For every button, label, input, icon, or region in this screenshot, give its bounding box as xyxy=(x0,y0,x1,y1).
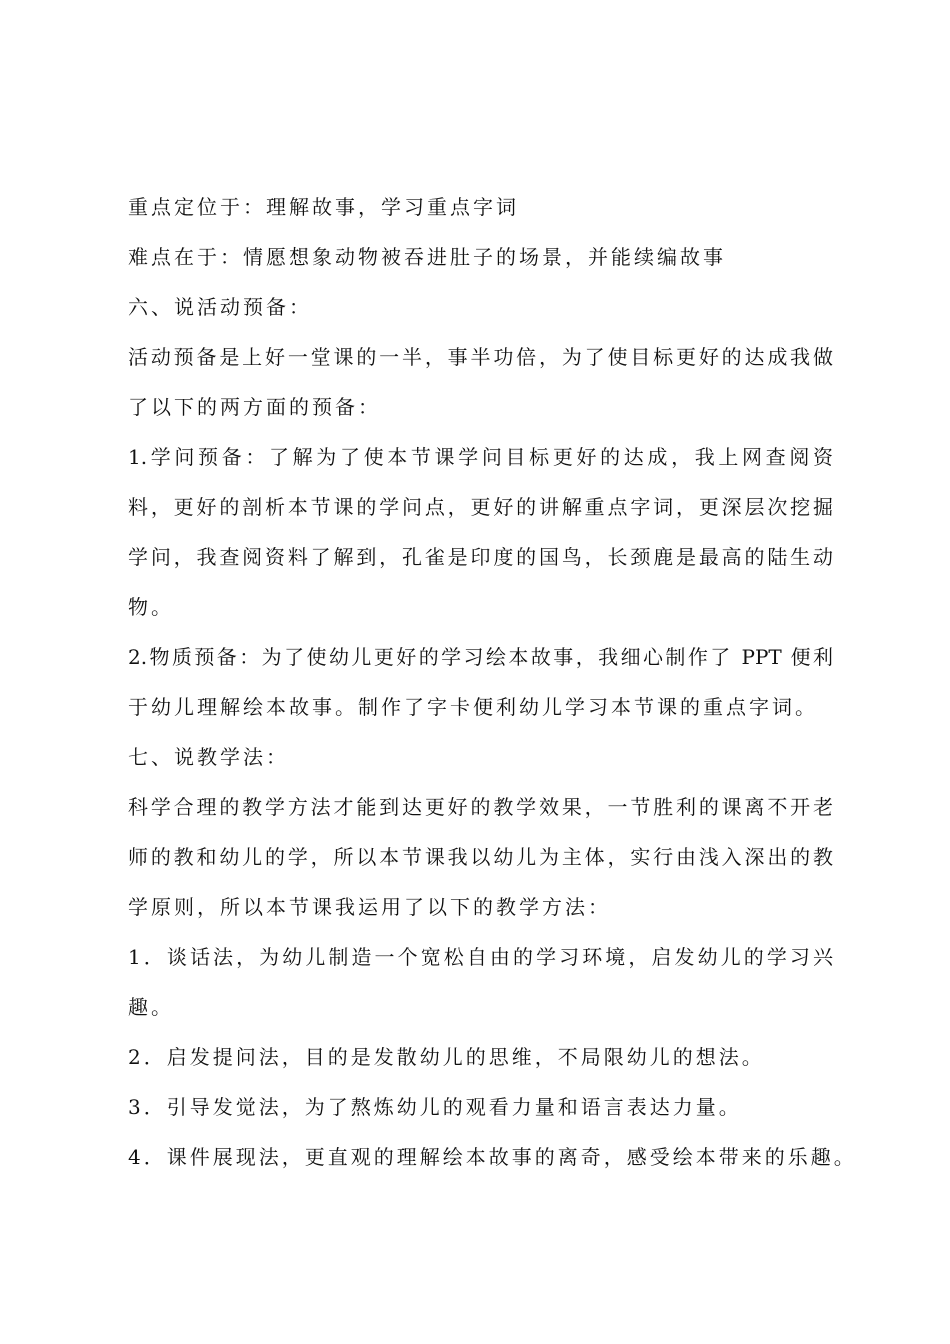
text-line: 2.物质预备：为了使幼儿更好的学习绘本故事，我细心制作了 PPT 便利 xyxy=(128,645,833,669)
text-line: 3．引导发觉法，为了熬炼幼儿的观看力量和语言表达力量。 xyxy=(128,1095,742,1119)
text-line: 1.学问预备：了解为了使本节课学问目标更好的达成，我上网查阅资 xyxy=(128,445,833,469)
text-line: 趣。 xyxy=(128,995,174,1019)
document-body xyxy=(128,182,857,1182)
section-heading: 六、说活动预备： xyxy=(128,295,312,319)
text-line: 师的教和幼儿的学，所以本节课我以幼儿为主体，实行由浅入深出的教 xyxy=(128,845,833,869)
text-line: 重点定位于：理解故事，学习重点字词 xyxy=(128,195,519,219)
text-line: 活动预备是上好一堂课的一半，事半功倍，为了使目标更好的达成我做 xyxy=(128,345,833,369)
text-line: 科学合理的教学方法才能到达更好的教学效果，一节胜利的课离不开老 xyxy=(128,795,833,819)
text-line: 于幼儿理解绘本故事。制作了字卡便利幼儿学习本节课的重点字词。 xyxy=(128,695,818,719)
text-line: 难点在于：情愿想象动物被吞进肚子的场景，并能续编故事 xyxy=(128,245,726,269)
text-line: 学问，我查阅资料了解到，孔雀是印度的国鸟，长颈鹿是最高的陆生动 xyxy=(128,545,833,569)
text-line: 学原则，所以本节课我运用了以下的教学方法： xyxy=(128,895,611,919)
text-line: 2．启发提问法，目的是发散幼儿的思维，不局限幼儿的想法。 xyxy=(128,1045,765,1069)
section-heading: 七、说教学法： xyxy=(128,745,289,769)
text-line: 料，更好的剖析本节课的学问点，更好的讲解重点字词，更深层次挖掘 xyxy=(128,495,833,519)
text-line: 4．课件展现法，更直观的理解绘本故事的离奇，感受绘本带来的乐趣。 xyxy=(128,1145,857,1169)
text-line: 了以下的两方面的预备： xyxy=(128,395,381,419)
text-line: 物。 xyxy=(128,595,174,619)
text-line: 1．谈话法，为幼儿制造一个宽松自由的学习环境，启发幼儿的学习兴 xyxy=(128,945,833,969)
